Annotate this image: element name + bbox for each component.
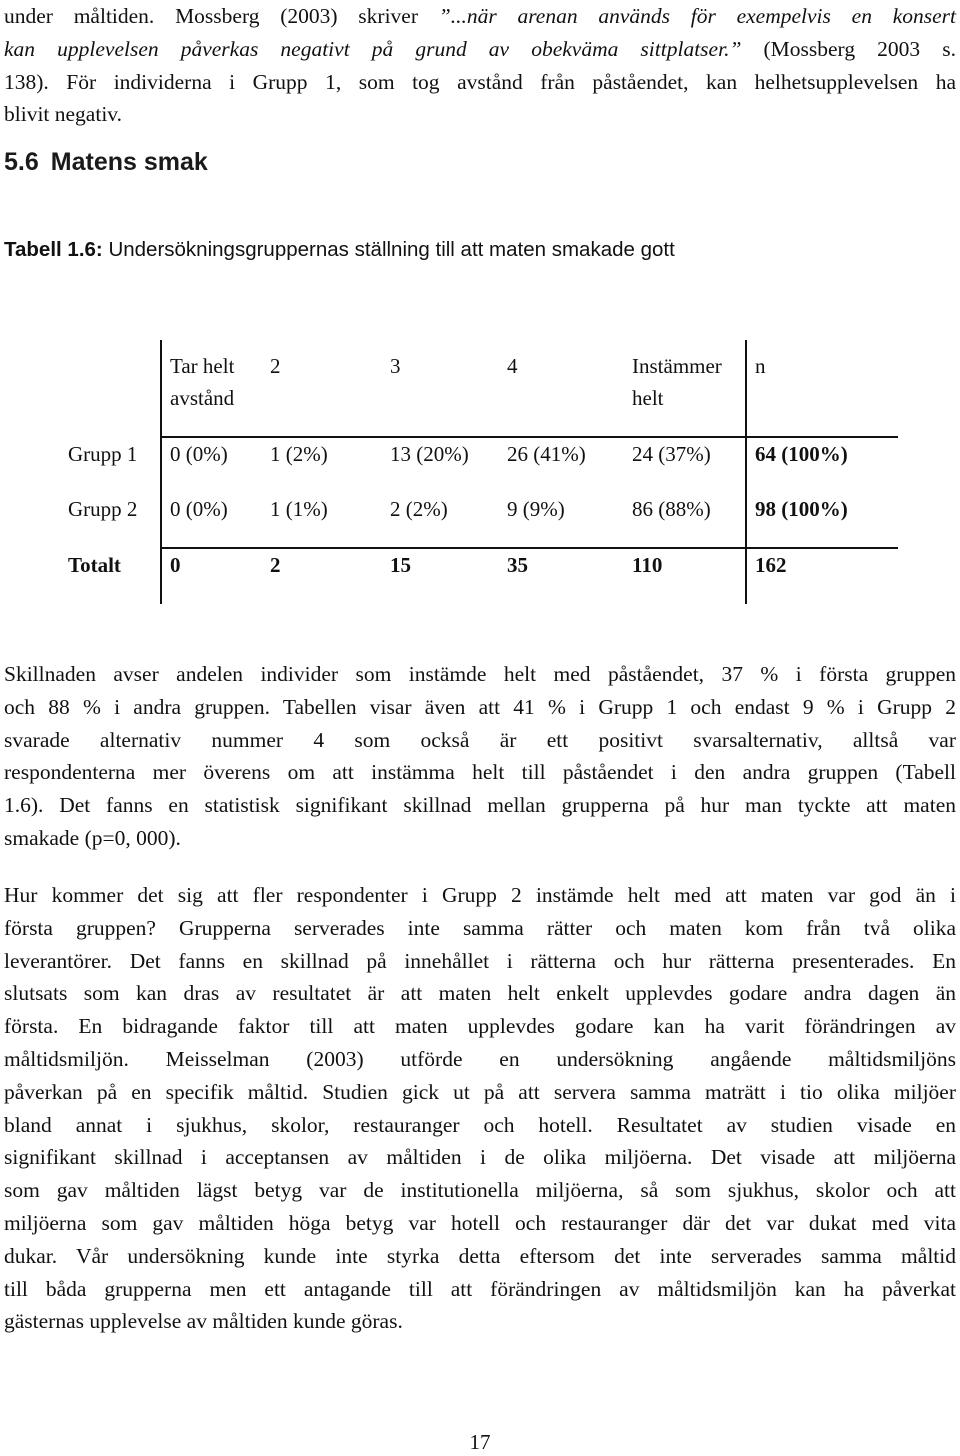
table-cell: 110 [632, 553, 663, 577]
quote-text: ”...när arenan används för exempelvis en konsert [438, 4, 956, 28]
table-cell: 26 (41%) [507, 442, 586, 466]
header-col6: n [755, 354, 766, 378]
paragraph-line [4, 33, 956, 66]
paragraph-line: smakade (p=0, 000). [4, 825, 181, 850]
paragraph-line: gästernas upplevelse av måltiden kunde göras. [4, 1309, 403, 1334]
table-cell: 13 (20%) [390, 442, 469, 466]
vertical-rule-right [745, 340, 747, 604]
paragraph-line: och 88 % i andra gruppen. Tabellen visar även att 41 % i Grupp 1 och endast 9 % i Grupp 2 [4, 694, 956, 719]
table-cell-n: 162 [755, 553, 787, 577]
paragraph-line: 138). För individerna i Grupp 1, som tog avstånd från påståendet, kan helhetsupplevelsen ha [4, 69, 956, 94]
paragraph-line: slutsats som kan dras av resultatet är att maten helt enkelt upplevdes godare andra dagen än [4, 981, 956, 1006]
header-col2: 2 [270, 354, 281, 378]
vertical-rule-left [160, 340, 162, 604]
results-table [0, 340, 960, 610]
paragraph-line: som gav måltiden lägst betyg var de institutionella miljöerna, så som sjukhus, skolor och att [4, 1178, 956, 1203]
paragraph-line: till båda grupperna men ett antagande till att förändringen av måltidsmiljön kan ha påverkat [4, 1276, 956, 1301]
paragraph-line: första gruppen? Grupperna serverades inte samma rätter och maten kom från två olika [4, 915, 956, 940]
paragraph-line: leverantörer. Det fanns en skillnad på innehållet i rätterna och hur rätterna presenterades. En [4, 948, 956, 973]
header-col4: 4 [507, 354, 518, 378]
paragraph-line: måltidsmiljön. Meisselman (2003) utförde en undersökning angående måltidsmiljöns [4, 1046, 956, 1071]
table-cell: 9 (9%) [507, 497, 565, 521]
page-number: 17 [469, 1430, 491, 1454]
paragraph-line: Skillnaden avser andelen individer som instämde helt med påståendet, 37 % i första gruppen [4, 662, 956, 686]
table-cell-n: 64 (100%) [755, 442, 848, 466]
paragraph-line: Hur kommer det sig att fler respondenter i Grupp 2 instämde helt med att maten var god än i [4, 883, 956, 907]
intro-paragraph [4, 0, 956, 131]
table-cell: 1 (2%) [270, 442, 328, 466]
table-cell: 1 (1%) [270, 497, 328, 521]
paragraph-line: signifikant skillnad i acceptansen av måltiden i de olika miljöerna. Det visade att miljöerna [4, 1145, 956, 1170]
paragraph-line: blivit negativ. [4, 102, 123, 127]
paragraph-line: bland annat i sjukhus, skolor, restauranger och hotell. Resultatet av studien visade en [4, 1112, 956, 1137]
section-heading [4, 148, 208, 177]
table-cell: 15 [390, 553, 411, 577]
table-cell: 2 (2%) [390, 497, 448, 521]
header-col5-line2: helt [632, 386, 664, 410]
paragraph-line: 1.6). Det fanns en statistisk signifikant skillnad mellan grupperna på hur man tyckte att maten [4, 793, 956, 818]
paragraph-line: respondenterna mer överens om att instämma helt till påståendet i den andra gruppen (Tabell [4, 760, 956, 785]
row-label-grupp2: Grupp 2 [68, 497, 138, 521]
paragraph-line: dukar. Vår undersökning kunde inte styrka detta eftersom det inte serverades samma måltid [4, 1243, 956, 1268]
quote-text: kan upplevelsen påverkas negativt på grund av obekväma sittplatser.” [4, 36, 742, 61]
row-label-totalt: Totalt [68, 553, 121, 577]
table-label: Tabell 1.6: [4, 238, 103, 261]
header-col1-line1: Tar helt [170, 354, 235, 378]
text-run: under måltiden. Mossberg (2003) skriver [4, 4, 439, 28]
table-cell: 24 (37%) [632, 442, 711, 466]
table-cell: 0 (0%) [170, 442, 228, 466]
paragraph-line: miljöerna som gav måltiden höga betyg var hotell och restauranger där det var dukat med vita [4, 1210, 956, 1235]
section-title: Matens smak [50, 148, 208, 176]
table-cell: 0 (0%) [170, 497, 228, 521]
paragraph-line: svarade alternativ nummer 4 som också är ett positivt svarsalternativ, alltså var [4, 727, 956, 752]
table-cell: 86 (88%) [632, 497, 711, 521]
header-col3: 3 [390, 354, 401, 378]
table-cell-n: 98 (100%) [755, 497, 848, 521]
discussion-paragraph [4, 879, 956, 1338]
table-caption [4, 238, 675, 262]
paragraph-line [4, 0, 956, 33]
text-run: (Mossberg 2003 s. [741, 36, 956, 61]
paragraph-line: påverkan på en specifik måltid. Studien gick ut på att servera samma maträtt i tio olika miljöer [4, 1079, 956, 1104]
analysis-paragraph [4, 658, 956, 855]
table-caption-text: Undersökningsgruppernas ställning till att maten smakade gott [102, 238, 675, 261]
table-cell: 35 [507, 553, 528, 577]
paragraph-line: första. En bidragande faktor till att maten upplevdes godare kan ha varit förändringen av [4, 1014, 956, 1039]
table-cell: 0 [170, 553, 181, 577]
header-col1-line2: avstånd [170, 386, 235, 410]
table-cell: 2 [270, 553, 281, 577]
row-label-grupp1: Grupp 1 [68, 442, 138, 466]
section-number: 5.6 [4, 148, 39, 176]
header-col5-line1: Instämmer [632, 354, 722, 378]
